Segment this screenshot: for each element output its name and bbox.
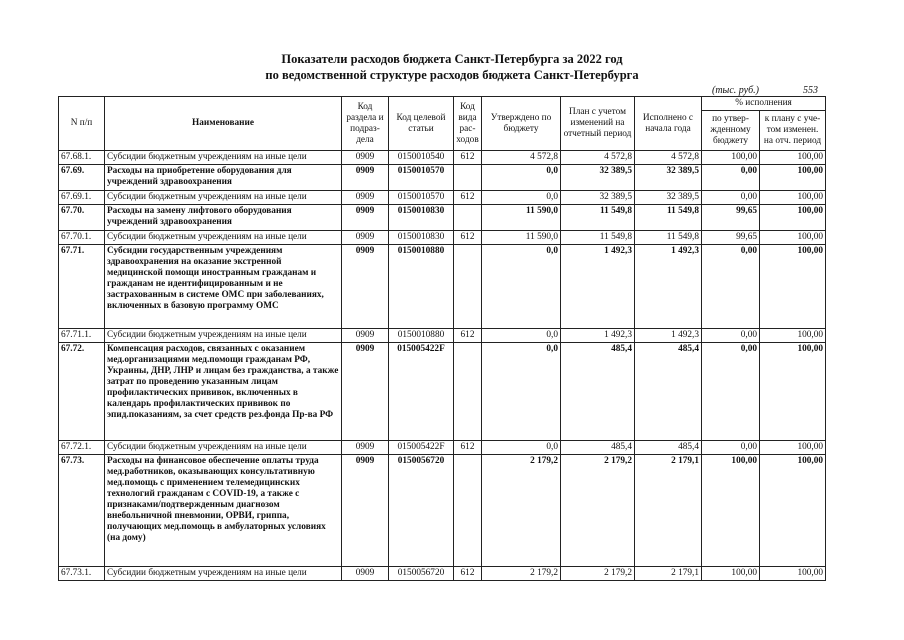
row-target: 0150056720 [389, 455, 454, 567]
col-header-section: Код раздела и подраз-дела [342, 97, 389, 151]
row-pct-plan: 100,00 [760, 441, 826, 455]
row-num: 67.71. [59, 245, 105, 329]
row-section: 0909 [342, 455, 389, 567]
row-pct-budget: 0,00 [702, 165, 760, 191]
row-pct-budget: 0,00 [702, 191, 760, 205]
col-header-kind: Код вида рас-ходов [454, 97, 482, 151]
row-name: Расходы на замену лифтового оборудования учреждений здравоохранения [105, 205, 342, 231]
row-section: 0909 [342, 567, 389, 581]
row-name: Субсидии бюджетным учреждениям на иные цели [105, 231, 342, 245]
row-target: 0150010830 [389, 205, 454, 231]
table-row [59, 245, 826, 329]
row-executed: 485,4 [635, 441, 702, 455]
row-pct-budget: 100,00 [702, 567, 760, 581]
row-plan: 485,4 [561, 441, 635, 455]
row-num: 67.72.1. [59, 441, 105, 455]
row-num: 67.70. [59, 205, 105, 231]
row-kind [454, 205, 482, 231]
row-pct-budget: 0,00 [702, 343, 760, 441]
row-section: 0909 [342, 231, 389, 245]
row-name: Компенсация расходов, связанных с оказанием мед.организациями мед.помощи гражданам РФ, Украины, ДНР, ЛНР и лицам без гражданства, а также затрат по проведению указанным лицам профилактических прививок, включенных в календарь профилактических прививок по эпид.показаниям, за счет средств рез.фонда Пр-ва РФ [105, 343, 342, 441]
row-target: 0150010830 [389, 231, 454, 245]
row-kind: 612 [454, 231, 482, 245]
row-name: Расходы на финансовое обеспечение оплаты труда мед.работников, оказывающих консультативную мед.помощь с применением телемедицинских технологий гражданам с COVID-19, а также с признаками/подтвержденным диагнозом внебольничной пневмонии, ОРВИ, гриппа, получающих мед.помощь в амбулаторных условиях (на дому) [105, 455, 342, 567]
row-executed: 32 389,5 [635, 191, 702, 205]
row-target: 0150010880 [389, 329, 454, 343]
col-header-approved: Утверждено по бюджету [482, 97, 561, 151]
row-executed: 485,4 [635, 343, 702, 441]
row-plan: 11 549,8 [561, 205, 635, 231]
row-approved: 0,0 [482, 245, 561, 329]
row-target: 0150010570 [389, 191, 454, 205]
col-header-plan: План с учетом изменений на отчетный период [561, 97, 635, 151]
row-section: 0909 [342, 343, 389, 441]
table-row [59, 343, 826, 441]
row-approved: 0,0 [482, 329, 561, 343]
row-kind [454, 165, 482, 191]
row-num: 67.73.1. [59, 567, 105, 581]
unit-label: (тыс. руб.) [712, 85, 759, 96]
row-name: Субсидии бюджетным учреждениям на иные цели [105, 567, 342, 581]
row-plan: 11 549,8 [561, 231, 635, 245]
row-num: 67.70.1. [59, 231, 105, 245]
row-pct-budget: 0,00 [702, 245, 760, 329]
col-header-name: Наименование [105, 97, 342, 151]
table-row [59, 165, 826, 191]
row-name: Субсидии бюджетным учреждениям на иные цели [105, 329, 342, 343]
row-section: 0909 [342, 191, 389, 205]
row-kind: 612 [454, 441, 482, 455]
row-target: 0150010570 [389, 165, 454, 191]
row-num: 67.73. [59, 455, 105, 567]
col-header-pct-plan: к плану с уче-том изменен. на отч. период [760, 111, 826, 151]
row-pct-plan: 100,00 [760, 343, 826, 441]
row-approved: 2 179,2 [482, 455, 561, 567]
row-name: Субсидии государственным учреждениям здравоохранения на оказание экстренной медицинской помощи иностранным гражданам и гражданам не идентифицированным и не застрахованным в системе ОМС при заболеваниях, включенных в базовую программу ОМС [105, 245, 342, 329]
row-pct-plan: 100,00 [760, 455, 826, 567]
row-pct-budget: 0,00 [702, 329, 760, 343]
row-pct-plan: 100,00 [760, 329, 826, 343]
row-plan: 1 492,3 [561, 329, 635, 343]
row-kind [454, 245, 482, 329]
row-pct-plan: 100,00 [760, 165, 826, 191]
row-name: Субсидии бюджетным учреждениям на иные цели [105, 441, 342, 455]
row-executed: 11 549,8 [635, 205, 702, 231]
row-approved: 11 590,0 [482, 205, 561, 231]
row-plan: 1 492,3 [561, 245, 635, 329]
col-header-executed: Исполнено с начала года [635, 97, 702, 151]
row-name: Расходы на приобретение оборудования для учреждений здравоохранения [105, 165, 342, 191]
row-executed: 1 492,3 [635, 329, 702, 343]
row-name: Субсидии бюджетным учреждениям на иные цели [105, 191, 342, 205]
row-pct-budget: 0,00 [702, 441, 760, 455]
row-section: 0909 [342, 441, 389, 455]
row-section: 0909 [342, 165, 389, 191]
row-kind: 612 [454, 151, 482, 165]
row-pct-budget: 99,65 [702, 231, 760, 245]
row-plan: 4 572,8 [561, 151, 635, 165]
table-row [59, 455, 826, 567]
row-kind [454, 455, 482, 567]
col-header-target: Код целевой статьи [389, 97, 454, 151]
table-row [59, 441, 826, 455]
col-header-num: N п/п [59, 97, 105, 151]
row-pct-plan: 100,00 [760, 231, 826, 245]
row-section: 0909 [342, 329, 389, 343]
row-pct-plan: 100,00 [760, 191, 826, 205]
row-name: Субсидии бюджетным учреждениям на иные цели [105, 151, 342, 165]
row-plan: 485,4 [561, 343, 635, 441]
table-row [59, 191, 826, 205]
row-approved: 2 179,2 [482, 567, 561, 581]
row-plan: 2 179,2 [561, 455, 635, 567]
table-row [59, 329, 826, 343]
page-subtitle: по ведомственной структуре расходов бюджета Санкт-Петербурга [265, 68, 639, 82]
page-title: Показатели расходов бюджета Санкт-Петербурга за 2022 год [281, 52, 623, 66]
row-executed: 4 572,8 [635, 151, 702, 165]
row-executed: 1 492,3 [635, 245, 702, 329]
table-row [59, 567, 826, 581]
row-target: 015005422F [389, 343, 454, 441]
row-target: 0150056720 [389, 567, 454, 581]
row-plan: 32 389,5 [561, 165, 635, 191]
row-num: 67.71.1. [59, 329, 105, 343]
row-executed: 2 179,1 [635, 567, 702, 581]
row-kind [454, 343, 482, 441]
col-header-pct-group: % исполнения [702, 97, 826, 111]
row-section: 0909 [342, 245, 389, 329]
row-plan: 2 179,2 [561, 567, 635, 581]
row-pct-plan: 100,00 [760, 245, 826, 329]
row-target: 015005422F [389, 441, 454, 455]
col-header-pct-budget: по утвер-жденному бюджету [702, 111, 760, 151]
row-executed: 32 389,5 [635, 165, 702, 191]
row-kind: 612 [454, 329, 482, 343]
table-row [59, 151, 826, 165]
row-approved: 4 572,8 [482, 151, 561, 165]
row-pct-budget: 99,65 [702, 205, 760, 231]
row-pct-budget: 100,00 [702, 455, 760, 567]
row-plan: 32 389,5 [561, 191, 635, 205]
row-approved: 11 590,0 [482, 231, 561, 245]
row-executed: 2 179,1 [635, 455, 702, 567]
row-num: 67.69. [59, 165, 105, 191]
row-num: 67.72. [59, 343, 105, 441]
row-approved: 0,0 [482, 165, 561, 191]
table-row [59, 231, 826, 245]
row-target: 0150010880 [389, 245, 454, 329]
row-section: 0909 [342, 151, 389, 165]
page-number: 553 [803, 85, 818, 96]
row-executed: 11 549,8 [635, 231, 702, 245]
row-kind: 612 [454, 567, 482, 581]
row-pct-budget: 100,00 [702, 151, 760, 165]
row-pct-plan: 100,00 [760, 205, 826, 231]
row-pct-plan: 100,00 [760, 151, 826, 165]
row-approved: 0,0 [482, 343, 561, 441]
row-section: 0909 [342, 205, 389, 231]
expense-table [58, 96, 826, 581]
row-approved: 0,0 [482, 191, 561, 205]
row-num: 67.68.1. [59, 151, 105, 165]
table-row [59, 205, 826, 231]
row-pct-plan: 100,00 [760, 567, 826, 581]
row-kind: 612 [454, 191, 482, 205]
row-approved: 0,0 [482, 441, 561, 455]
row-num: 67.69.1. [59, 191, 105, 205]
row-target: 0150010540 [389, 151, 454, 165]
